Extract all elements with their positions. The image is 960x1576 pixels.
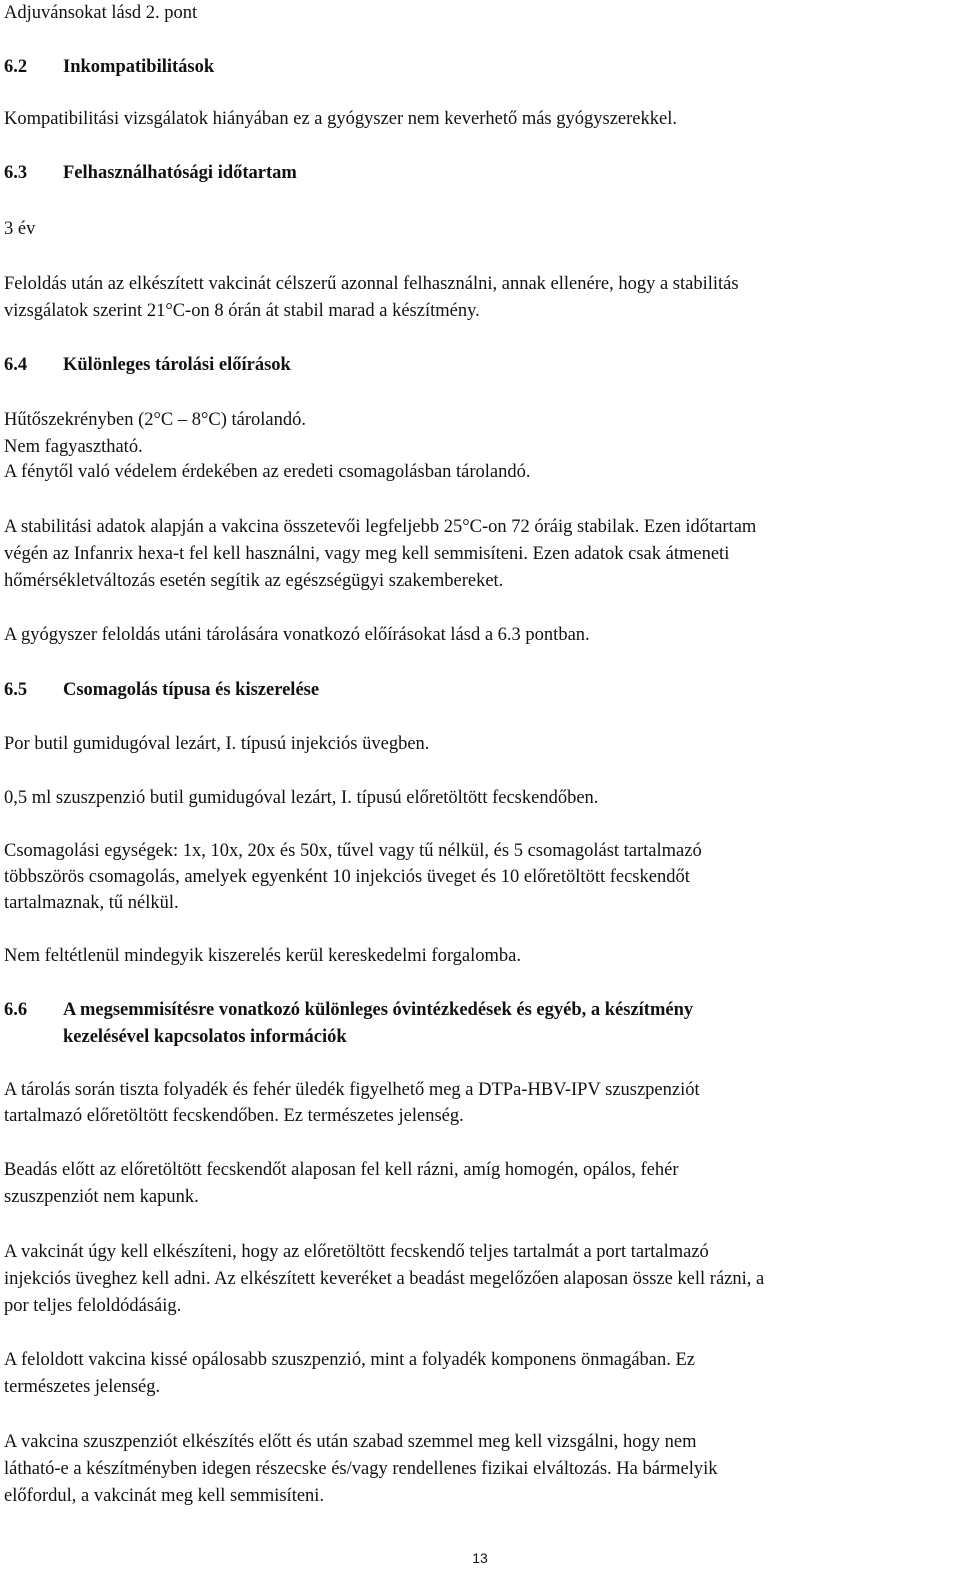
text-line: látható-e a készítményben idegen részecske és/vagy rendellenes fizikai elváltozás. Ha bármelyik — [4, 1459, 718, 1479]
section-title: Inkompatibilitások — [63, 57, 215, 77]
text-line: A stabilitási adatok alapján a vakcina összetevői legfeljebb 25°C-on 72 óráig stabilak. Ezen időtartam — [4, 517, 757, 537]
text-line: A tárolás során tiszta folyadék és fehér üledék figyelhető meg a DTPa-HBV-IPV szuszpenziót — [4, 1080, 700, 1100]
section-number: 6.6 — [4, 1000, 28, 1020]
text-line: szuszpenziót nem kapunk. — [4, 1187, 199, 1207]
section-title: Felhasználhatósági időtartam — [63, 163, 297, 183]
text-line: vizsgálatok szerint 21°C-on 8 órán át stabil marad a készítmény. — [4, 301, 480, 321]
text-line: Nem feltétlenül mindegyik kiszerelés kerül kereskedelmi forgalomba. — [4, 946, 521, 966]
text-line: A vakcina szuszpenziót elkészítés előtt és után szabad szemmel meg kell vizsgálni, hogy nem — [4, 1432, 697, 1452]
text-line: A gyógyszer feloldás utáni tárolására vonatkozó előírásokat lásd a 6.3 pontban. — [4, 625, 590, 645]
section-number: 6.5 — [4, 680, 28, 700]
text-line: előfordul, a vakcinát meg kell semmisíteni. — [4, 1486, 325, 1506]
section-heading-6-2 — [4, 54, 214, 81]
section-number: 6.4 — [4, 355, 28, 375]
text-line: por teljes feloldódásáig. — [4, 1296, 182, 1316]
section-heading-6-6 — [4, 997, 693, 1024]
text-line: Por butil gumidugóval lezárt, I. típusú injekciós üvegben. — [4, 734, 430, 754]
section-number: 6.3 — [4, 163, 28, 183]
section-title: Csomagolás típusa és kiszerelése — [63, 680, 320, 700]
text-line: végén az Infanrix hexa-t fel kell használni, vagy meg kell semmisíteni. Ezen adatok csak átmeneti — [4, 544, 730, 564]
text-line: Adjuvánsokat lásd 2. pont — [4, 3, 198, 23]
text-line: A feloldott vakcina kissé opálosabb szuszpenzió, mint a folyadék komponens önmagában. Ez — [4, 1350, 696, 1370]
text-line: A fénytől való védelem érdekében az eredeti csomagolásban tárolandó. — [4, 462, 531, 482]
section-title-continued: kezelésével kapcsolatos információk — [63, 1027, 347, 1047]
text-line: Kompatibilitási vizsgálatok hiányában ez a gyógyszer nem keverhető más gyógyszerekkel. — [4, 109, 677, 129]
text-line: Nem fagyasztható. — [4, 437, 143, 457]
page-number: 13 — [472, 1550, 488, 1566]
text-line: hőmérsékletváltozás esetén segítik az egészségügyi szakembereket. — [4, 571, 504, 591]
text-line: Feloldás után az elkészített vakcinát célszerű azonnal felhasználni, annak ellenére, hogy a stabilitás — [4, 274, 739, 294]
text-line: Csomagolási egységek: 1x, 10x, 20x és 50x, tűvel vagy tű nélkül, és 5 csomagolást tartalmazó — [4, 841, 702, 861]
section-title: Különleges tárolási előírások — [63, 355, 291, 375]
text-line: Hűtőszekrényben (2°C – 8°C) tárolandó. — [4, 410, 306, 430]
section-number: 6.2 — [4, 57, 28, 77]
text-line: tartalmaznak, tű nélkül. — [4, 893, 179, 913]
text-line: A vakcinát úgy kell elkészíteni, hogy az előretöltött fecskendő teljes tartalmát a port tartalmazó — [4, 1242, 709, 1262]
text-line: injekciós üveghez kell adni. Az elkészített keveréket a beadást megelőzően alaposan össze kell rázni, a — [4, 1269, 765, 1289]
text-line: természetes jelenség. — [4, 1377, 161, 1397]
section-title: A megsemmisítésre vonatkozó különleges óvintézkedések és egyéb, a készítmény — [63, 1000, 694, 1020]
text-line: tartalmazó előretöltött fecskendőben. Ez természetes jelenség. — [4, 1106, 464, 1126]
text-line: többszörös csomagolás, amelyek egyenként 10 injekciós üveget és 10 előretöltött fecskendőt — [4, 867, 690, 887]
text-line: 3 év — [4, 219, 36, 239]
text-line: 0,5 ml szuszpenzió butil gumidugóval lezárt, I. típusú előretöltött fecskendőben. — [4, 788, 599, 808]
text-line: Beadás előtt az előretöltött fecskendőt alaposan fel kell rázni, amíg homogén, opálos, fehér — [4, 1160, 679, 1180]
section-heading-6-4 — [4, 352, 291, 379]
section-heading-6-5 — [4, 677, 319, 704]
section-heading-6-3 — [4, 160, 297, 187]
